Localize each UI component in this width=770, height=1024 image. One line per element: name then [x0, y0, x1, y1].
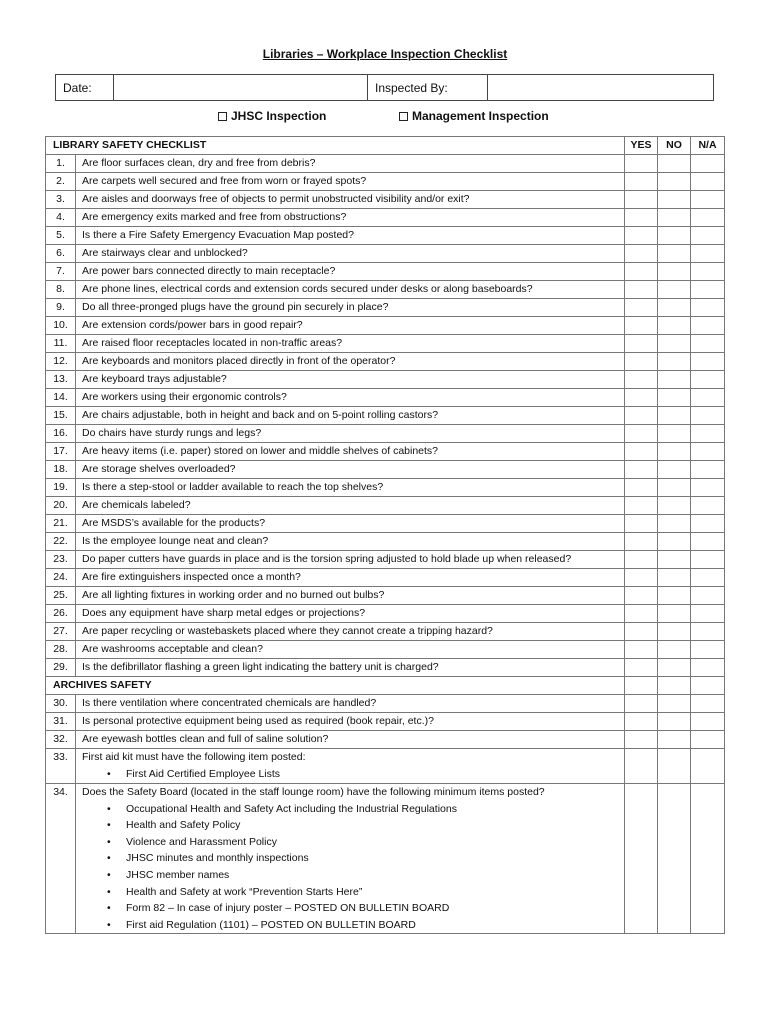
bullet-item: • Occupational Health and Safety Act including the Industrial Regulations — [126, 801, 624, 818]
answer-cell-na[interactable] — [691, 605, 725, 623]
item-question-text: Do all three-pronged plugs have the ground pin securely in place? — [82, 301, 389, 313]
item-number: 28. — [46, 641, 76, 659]
checklist-row — [46, 317, 725, 335]
item-number: 24. — [46, 569, 76, 587]
item-number: 18. — [46, 461, 76, 479]
item-question — [76, 335, 625, 353]
answer-cell-no[interactable] — [658, 479, 691, 497]
bullet-item: • Form 82 – In case of injury poster – POSTED ON BULLETIN BOARD — [126, 900, 624, 917]
answer-cell-yes[interactable] — [625, 317, 658, 335]
item-question-text: Are heavy items (i.e. paper) stored on lower and middle shelves of cabinets? — [82, 445, 439, 457]
answer-cell-na[interactable] — [691, 389, 725, 407]
item-question-text: Do paper cutters have guards in place and is the torsion spring adjusted to hold blade up when released? — [82, 553, 572, 565]
answer-cell-no[interactable] — [658, 407, 691, 425]
answer-cell-yes[interactable] — [625, 479, 658, 497]
item-question — [76, 191, 625, 209]
item-number: 6. — [46, 245, 76, 263]
answer-cell-na[interactable] — [691, 245, 725, 263]
item-bullet-list — [82, 801, 624, 934]
item-question — [76, 783, 625, 934]
answer-cell-na[interactable] — [691, 497, 725, 515]
item-number: 34. — [46, 783, 76, 934]
section-header-row — [46, 137, 725, 155]
answer-cell-no[interactable] — [658, 263, 691, 281]
item-question-text: Do chairs have sturdy rungs and legs? — [82, 427, 262, 439]
checklist-row — [46, 623, 725, 641]
item-question — [76, 155, 625, 173]
answer-cell-na[interactable] — [691, 695, 725, 713]
item-number: 21. — [46, 515, 76, 533]
bullet-item: • Violence and Harassment Policy — [126, 834, 624, 851]
answer-cell-yes[interactable] — [625, 515, 658, 533]
item-number: 11. — [46, 335, 76, 353]
item-number: 1. — [46, 155, 76, 173]
answer-cell-no[interactable] — [658, 371, 691, 389]
answer-cell-no[interactable] — [658, 551, 691, 569]
checklist-row — [46, 587, 725, 605]
item-question-text: Are keyboard trays adjustable? — [82, 373, 227, 385]
answer-cell-na[interactable] — [691, 731, 725, 749]
checklist-row — [46, 407, 725, 425]
answer-cell-na[interactable] — [691, 551, 725, 569]
item-question-text: Are fire extinguishers inspected once a month? — [82, 571, 301, 583]
answer-cell-na[interactable] — [691, 155, 725, 173]
answer-cell-no[interactable] — [658, 299, 691, 317]
answer-cell-yes[interactable] — [625, 281, 658, 299]
answer-cell-na[interactable] — [691, 569, 725, 587]
checklist-row — [46, 209, 725, 227]
item-question — [76, 731, 625, 749]
item-number: 12. — [46, 353, 76, 371]
answer-cell-no[interactable] — [658, 587, 691, 605]
answer-cell-no[interactable] — [658, 461, 691, 479]
column-header-na: N/A — [691, 137, 725, 155]
item-question-text: Are emergency exits marked and free from obstructions? — [82, 211, 347, 223]
item-question-text: Is the employee lounge neat and clean? — [82, 535, 269, 547]
column-header-no: NO — [658, 137, 691, 155]
answer-cell[interactable] — [658, 677, 691, 695]
jhsc-label: JHSC Inspection — [231, 109, 327, 123]
answer-cell-no[interactable] — [658, 569, 691, 587]
jhsc-checkbox[interactable] — [218, 112, 227, 121]
item-question-text: Are aisles and doorways free of objects to permit unobstructed visibility and/or exit? — [82, 193, 470, 205]
item-question — [76, 533, 625, 551]
item-question — [76, 641, 625, 659]
answer-cell-yes[interactable] — [625, 533, 658, 551]
item-number: 2. — [46, 173, 76, 191]
checklist-row — [46, 443, 725, 461]
checklist-row — [46, 425, 725, 443]
answer-cell-no[interactable] — [658, 533, 691, 551]
checklist-row — [46, 461, 725, 479]
checklist-row — [46, 731, 725, 749]
answer-cell-na[interactable] — [691, 407, 725, 425]
item-question — [76, 263, 625, 281]
answer-cell-yes[interactable] — [625, 425, 658, 443]
checklist-row — [46, 389, 725, 407]
item-question-text: Are storage shelves overloaded? — [82, 463, 236, 475]
item-question-text: Are floor surfaces clean, dry and free from debris? — [82, 157, 316, 169]
answer-cell-yes[interactable] — [625, 569, 658, 587]
checklist-row — [46, 263, 725, 281]
item-question — [76, 497, 625, 515]
checklist-row — [46, 353, 725, 371]
answer-cell-no[interactable] — [658, 713, 691, 731]
item-number: 27. — [46, 623, 76, 641]
answer-cell-no[interactable] — [658, 695, 691, 713]
item-question — [76, 695, 625, 713]
item-number: 3. — [46, 191, 76, 209]
item-question — [76, 461, 625, 479]
answer-cell-na[interactable] — [691, 461, 725, 479]
item-question-text: Is personal protective equipment being used as required (book repair, etc.)? — [82, 715, 434, 727]
checklist-row — [46, 659, 725, 677]
checklist-row — [46, 173, 725, 191]
checklist-row — [46, 641, 725, 659]
answer-cell-yes[interactable] — [625, 623, 658, 641]
answer-cell-yes[interactable] — [625, 695, 658, 713]
management-option[interactable] — [399, 109, 549, 123]
bullet-item: • Health and Safety at work “Prevention Starts Here” — [126, 884, 624, 901]
item-question-text: Does any equipment have sharp metal edges or projections? — [82, 607, 366, 619]
answer-cell-yes[interactable] — [625, 443, 658, 461]
jhsc-option[interactable] — [218, 109, 326, 123]
item-number: 4. — [46, 209, 76, 227]
bullet-item: • First Aid Certified Employee Lists — [126, 766, 624, 783]
answer-cell-no[interactable] — [658, 335, 691, 353]
answer-cell-yes[interactable] — [625, 209, 658, 227]
bullet-item: • Health and Safety Policy — [126, 817, 624, 834]
item-number: 5. — [46, 227, 76, 245]
item-question-text: Is the defibrillator flashing a green light indicating the battery unit is charged? — [82, 661, 439, 673]
answer-cell-yes[interactable] — [625, 299, 658, 317]
checklist-table — [45, 136, 725, 934]
answer-cell-yes[interactable] — [625, 605, 658, 623]
answer-cell-na[interactable] — [691, 659, 725, 677]
answer-cell-yes[interactable] — [625, 551, 658, 569]
item-question-text: First aid kit must have the following item posted: — [82, 751, 306, 763]
answer-cell-no[interactable] — [658, 245, 691, 263]
item-question-text: Are all lighting fixtures in working order and no burned out bulbs? — [82, 589, 385, 601]
checklist-row — [46, 155, 725, 173]
checklist-row — [46, 191, 725, 209]
answer-cell-no[interactable] — [658, 317, 691, 335]
answer-cell-yes[interactable] — [625, 587, 658, 605]
item-question-text: Are carpets well secured and free from worn or frayed spots? — [82, 175, 367, 187]
checklist-row — [46, 479, 725, 497]
answer-cell[interactable] — [691, 677, 725, 695]
item-number: 14. — [46, 389, 76, 407]
answer-cell-na[interactable] — [691, 191, 725, 209]
item-question-text: Are washrooms acceptable and clean? — [82, 643, 263, 655]
item-question — [76, 551, 625, 569]
answer-cell-yes[interactable] — [625, 263, 658, 281]
item-question-text: Are MSDS’s available for the products? — [82, 517, 266, 529]
answer-cell-yes[interactable] — [625, 731, 658, 749]
answer-cell-yes[interactable] — [625, 713, 658, 731]
item-question-text: Is there ventilation where concentrated chemicals are handled? — [82, 697, 377, 709]
answer-cell-na[interactable] — [691, 371, 725, 389]
date-label: Date: — [56, 75, 114, 100]
item-question-text: Is there a Fire Safety Emergency Evacuation Map posted? — [82, 229, 354, 241]
item-question-text: Are power bars connected directly to main receptacle? — [82, 265, 336, 277]
checklist-row — [46, 695, 725, 713]
item-question-text: Are raised floor receptacles located in non-traffic areas? — [82, 337, 343, 349]
item-number: 15. — [46, 407, 76, 425]
item-number: 16. — [46, 425, 76, 443]
item-number: 23. — [46, 551, 76, 569]
item-question — [76, 515, 625, 533]
answer-cell-na[interactable] — [691, 209, 725, 227]
checklist-row — [46, 713, 725, 731]
item-question — [76, 317, 625, 335]
item-number: 9. — [46, 299, 76, 317]
item-question — [76, 173, 625, 191]
answer-cell-no[interactable] — [658, 389, 691, 407]
answer-cell-yes[interactable] — [625, 245, 658, 263]
item-question — [76, 389, 625, 407]
item-question-text: Are chairs adjustable, both in height and back and on 5-point rolling castors? — [82, 409, 439, 421]
answer-cell-no[interactable] — [658, 353, 691, 371]
answer-cell-na[interactable] — [691, 335, 725, 353]
page-title: Libraries – Workplace Inspection Checklist — [262, 47, 508, 61]
answer-cell-na[interactable] — [691, 515, 725, 533]
bullet-item: • JHSC minutes and monthly inspections — [126, 850, 624, 867]
item-question-text: Are extension cords/power bars in good repair? — [82, 319, 303, 331]
answer-cell-na[interactable] — [691, 317, 725, 335]
checklist-row — [46, 371, 725, 389]
checklist-row — [46, 335, 725, 353]
date-field[interactable] — [114, 75, 368, 100]
item-question-text: Are phone lines, electrical cords and extension cords secured under desks or along baseboards? — [82, 283, 533, 295]
answer-cell-yes[interactable] — [625, 227, 658, 245]
answer-cell-na[interactable] — [691, 353, 725, 371]
item-question — [76, 209, 625, 227]
item-number: 31. — [46, 713, 76, 731]
item-number: 10. — [46, 317, 76, 335]
answer-cell-yes[interactable] — [625, 641, 658, 659]
answer-cell-yes[interactable] — [625, 407, 658, 425]
answer-cell-na[interactable] — [691, 749, 725, 784]
checklist-row — [46, 569, 725, 587]
item-number: 29. — [46, 659, 76, 677]
item-number: 32. — [46, 731, 76, 749]
section-header-row — [46, 677, 725, 695]
answer-cell-yes[interactable] — [625, 155, 658, 173]
item-number: 25. — [46, 587, 76, 605]
answer-cell-no[interactable] — [658, 659, 691, 677]
item-question — [76, 443, 625, 461]
answer-cell-na[interactable] — [691, 425, 725, 443]
item-question — [76, 605, 625, 623]
answer-cell-no[interactable] — [658, 731, 691, 749]
item-question-text: Are chemicals labeled? — [82, 499, 191, 511]
answer-cell-na[interactable] — [691, 263, 725, 281]
item-number: 13. — [46, 371, 76, 389]
answer-cell-no[interactable] — [658, 173, 691, 191]
column-header-yes: YES — [625, 137, 658, 155]
checklist-row — [46, 533, 725, 551]
checklist-row — [46, 783, 725, 934]
item-question — [76, 281, 625, 299]
item-number: 20. — [46, 497, 76, 515]
management-checkbox[interactable] — [399, 112, 408, 121]
item-question-text: Is there a step-stool or ladder available to reach the top shelves? — [82, 481, 384, 493]
inspected-by-field[interactable] — [488, 75, 713, 100]
answer-cell-yes[interactable] — [625, 191, 658, 209]
answer-cell-na[interactable] — [691, 281, 725, 299]
section-heading: ARCHIVES SAFETY — [46, 677, 625, 695]
answer-cell-yes[interactable] — [625, 371, 658, 389]
item-question — [76, 407, 625, 425]
item-question — [76, 587, 625, 605]
answer-cell-yes[interactable] — [625, 659, 658, 677]
item-question — [76, 569, 625, 587]
answer-cell-no[interactable] — [658, 641, 691, 659]
header-fields — [55, 74, 714, 101]
item-question — [76, 245, 625, 263]
answer-cell-no[interactable] — [658, 515, 691, 533]
inspected-by-label: Inspected By: — [368, 75, 488, 100]
item-bullet-list — [82, 766, 624, 783]
item-question — [76, 659, 625, 677]
item-question — [76, 353, 625, 371]
answer-cell-no[interactable] — [658, 191, 691, 209]
item-number: 8. — [46, 281, 76, 299]
answer-cell-na[interactable] — [691, 713, 725, 731]
item-question — [76, 623, 625, 641]
answer-cell-no[interactable] — [658, 605, 691, 623]
item-number: 17. — [46, 443, 76, 461]
answer-cell-no[interactable] — [658, 227, 691, 245]
answer-cell-na[interactable] — [691, 299, 725, 317]
item-number: 19. — [46, 479, 76, 497]
answer-cell-no[interactable] — [658, 425, 691, 443]
item-question — [76, 749, 625, 784]
answer-cell-no[interactable] — [658, 623, 691, 641]
item-question — [76, 425, 625, 443]
answer-cell-no[interactable] — [658, 155, 691, 173]
answer-cell-yes[interactable] — [625, 335, 658, 353]
item-question — [76, 713, 625, 731]
checklist-row — [46, 245, 725, 263]
item-number: 33. — [46, 749, 76, 784]
answer-cell-yes[interactable] — [625, 389, 658, 407]
management-label: Management Inspection — [412, 109, 549, 123]
item-question — [76, 371, 625, 389]
answer-cell-no[interactable] — [658, 281, 691, 299]
item-question-text: Are stairways clear and unblocked? — [82, 247, 248, 259]
answer-cell-yes[interactable] — [625, 461, 658, 479]
item-question-text: Are paper recycling or wastebaskets placed where they cannot create a tripping hazard? — [82, 625, 493, 637]
answer-cell-no[interactable] — [658, 443, 691, 461]
answer-cell-na[interactable] — [691, 641, 725, 659]
item-number: 26. — [46, 605, 76, 623]
answer-cell-na[interactable] — [691, 533, 725, 551]
answer-cell[interactable] — [625, 677, 658, 695]
answer-cell-no[interactable] — [658, 749, 691, 784]
answer-cell-na[interactable] — [691, 479, 725, 497]
answer-cell-na[interactable] — [691, 173, 725, 191]
answer-cell-na[interactable] — [691, 587, 725, 605]
answer-cell-na[interactable] — [691, 623, 725, 641]
answer-cell-yes[interactable] — [625, 353, 658, 371]
item-number: 22. — [46, 533, 76, 551]
item-question-text: Are eyewash bottles clean and full of saline solution? — [82, 733, 329, 745]
item-question — [76, 479, 625, 497]
checklist-row — [46, 227, 725, 245]
answer-cell-yes[interactable] — [625, 783, 658, 934]
answer-cell-yes[interactable] — [625, 749, 658, 784]
item-question-text: Are workers using their ergonomic controls? — [82, 391, 287, 403]
checklist-row — [46, 515, 725, 533]
bullet-item: • JHSC member names — [126, 867, 624, 884]
answer-cell-no[interactable] — [658, 783, 691, 934]
answer-cell-yes[interactable] — [625, 173, 658, 191]
answer-cell-na[interactable] — [691, 783, 725, 934]
section-heading: LIBRARY SAFETY CHECKLIST — [46, 137, 625, 155]
item-question — [76, 299, 625, 317]
answer-cell-yes[interactable] — [625, 497, 658, 515]
checklist-row — [46, 299, 725, 317]
item-question-text: Are keyboards and monitors placed directly in front of the operator? — [82, 355, 396, 367]
checklist-row — [46, 551, 725, 569]
item-question-text: Does the Safety Board (located in the staff lounge room) have the following minimum items posted? — [82, 785, 545, 798]
bullet-item: • First aid Regulation (1101) – POSTED ON BULLETIN BOARD — [126, 917, 624, 934]
item-number: 30. — [46, 695, 76, 713]
answer-cell-no[interactable] — [658, 209, 691, 227]
item-number: 7. — [46, 263, 76, 281]
answer-cell-na[interactable] — [691, 227, 725, 245]
answer-cell-na[interactable] — [691, 443, 725, 461]
checklist-row — [46, 497, 725, 515]
checklist-row — [46, 605, 725, 623]
checklist-row — [46, 749, 725, 784]
answer-cell-no[interactable] — [658, 497, 691, 515]
item-question — [76, 227, 625, 245]
checklist-row — [46, 281, 725, 299]
